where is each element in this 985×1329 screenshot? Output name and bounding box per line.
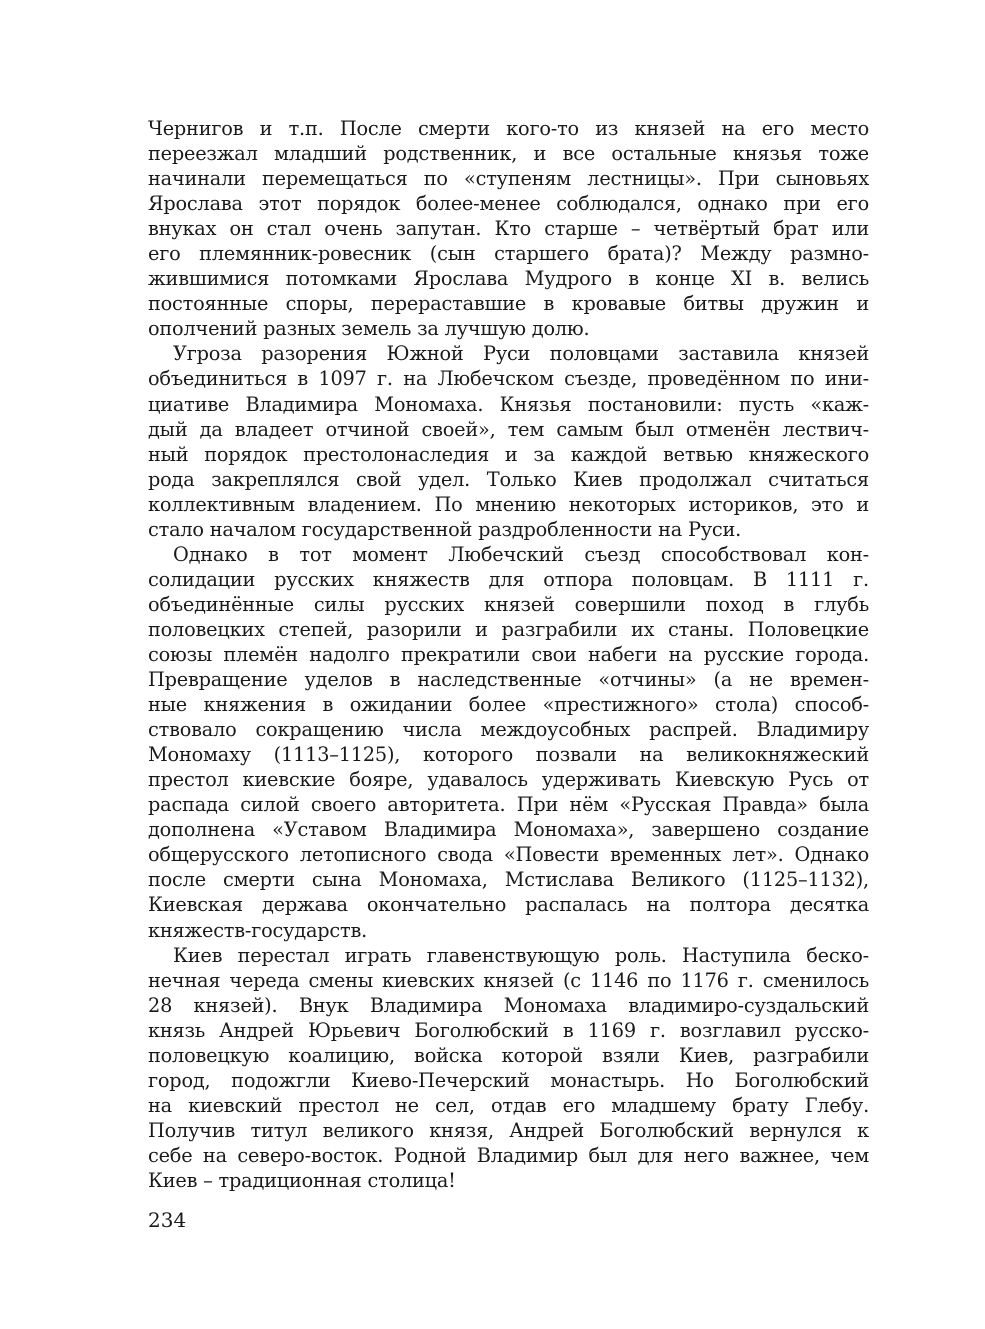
text-line: объединённые силы русских князей совершили поход в глубь bbox=[148, 592, 869, 616]
text-line: циативе Владимира Мономаха. Князья постановили: пусть «каж- bbox=[148, 392, 869, 416]
text-line: Ярослава этот порядок более-менее соблюдался, однако при его bbox=[148, 192, 869, 216]
text-line: князь Андрей Юрьевич Боголюбский в 1169 г. возглавил русско- bbox=[148, 1018, 869, 1042]
text-line: Превращение уделов в наследственные «отчины» (а не времен- bbox=[148, 668, 869, 692]
text-line: жившимися потомками Ярослава Мудрого в конце XI в. велись bbox=[148, 267, 869, 291]
text-line: половецких степей, разорили и разграбили их станы. Половецкие bbox=[148, 617, 869, 641]
text-line: ный порядок престолонаследия и за каждой ветвью княжеского bbox=[148, 442, 869, 466]
text-line: объединиться в 1097 г. на Любечском съезде, проведённом по ини- bbox=[148, 367, 869, 391]
text-line: распада силой своего авторитета. При нём «Русская Правда» была bbox=[148, 793, 869, 817]
paragraph bbox=[148, 542, 869, 943]
text-line: солидации русских княжеств для отпора половцам. В 1111 г. bbox=[148, 567, 869, 591]
text-line: княжеств-государств. bbox=[148, 918, 368, 942]
text-line: дый да владеет отчиной своей», тем самым был отменён лествич- bbox=[148, 417, 869, 441]
paragraph bbox=[148, 341, 869, 541]
page-number: 234 bbox=[148, 1208, 187, 1232]
text-line: рода закреплялся свой удел. Только Киев продолжал считаться bbox=[148, 467, 869, 491]
text-line: на киевский престол не сел, отдав его младшему брату Глебу. bbox=[148, 1093, 869, 1117]
text-line: ствовало сокращению числа междоусобных распрей. Владимиру bbox=[148, 718, 869, 742]
text-line: нечная череда смены киевских князей (с 1146 по 1176 г. сменилось bbox=[148, 968, 869, 992]
text-line: Киев – традиционная столица! bbox=[148, 1168, 456, 1192]
text-line: его племянник-ровесник (сын старшего брата)? Между размно- bbox=[148, 242, 869, 266]
text-line: половецкую коалицию, войска которой взяли Киев, разграбили bbox=[148, 1043, 869, 1067]
text-line: начинали перемещаться по «ступеням лестницы». При сыновьях bbox=[148, 167, 869, 191]
text-line: себе на северо-восток. Родной Владимир был для него важнее, чем bbox=[148, 1143, 869, 1167]
text-line: после смерти сына Мономаха, Мстислава Великого (1125–1132), bbox=[148, 868, 869, 892]
text-line: постоянные споры, перераставшие в кровавые битвы дружин и bbox=[148, 292, 869, 316]
text-line: союзы племён надолго прекратили свои набеги на русские города. bbox=[148, 642, 869, 666]
text-line: 28 князей). Внук Владимира Мономаха владимиро-суздальский bbox=[148, 993, 869, 1017]
text-line: Киев перестал играть главенствующую роль. Наступила беско- bbox=[173, 943, 869, 967]
text-line: престол киевские бояре, удавалось удерживать Киевскую Русь от bbox=[148, 768, 869, 792]
text-line: Киевская держава окончательно распалась на полтора десятка bbox=[148, 893, 869, 917]
text-line: Однако в тот момент Любечский съезд способствовал кон- bbox=[173, 542, 869, 566]
text-line: ные княжения в ожидании более «престижного» стола) способ- bbox=[148, 693, 869, 717]
text-line: Чернигов и т.п. После смерти кого-то из князей на его место bbox=[148, 117, 869, 140]
body-text bbox=[148, 116, 869, 1193]
text-line: Угроза разорения Южной Руси половцами заставила князей bbox=[173, 342, 869, 366]
text-line: город, подожгли Киево-Печерский монастырь. Но Боголюбский bbox=[148, 1068, 869, 1092]
text-line: дополнена «Уставом Владимира Мономаха», завершено создание bbox=[148, 818, 869, 842]
text-line: общерусского летописного свода «Повести временных лет». Однако bbox=[148, 843, 869, 867]
text-line: переезжал младший родственник, и все остальные князья тоже bbox=[148, 142, 869, 166]
paragraph bbox=[148, 116, 869, 341]
text-line: Получив титул великого князя, Андрей Боголюбский вернулся к bbox=[148, 1118, 869, 1142]
text-line: стало началом государственной раздробленности на Руси. bbox=[148, 517, 742, 541]
text-line: коллективным владением. По мнению некоторых историков, это и bbox=[148, 492, 869, 516]
text-line: внуках он стал очень запутан. Кто старше – четвёртый брат или bbox=[148, 217, 869, 241]
text-line: ополчений разных земель за лучшую долю. bbox=[148, 317, 590, 341]
paragraph bbox=[148, 943, 869, 1193]
text-line: Мономаху (1113–1125), которого позвали на великокняжеский bbox=[148, 743, 869, 767]
